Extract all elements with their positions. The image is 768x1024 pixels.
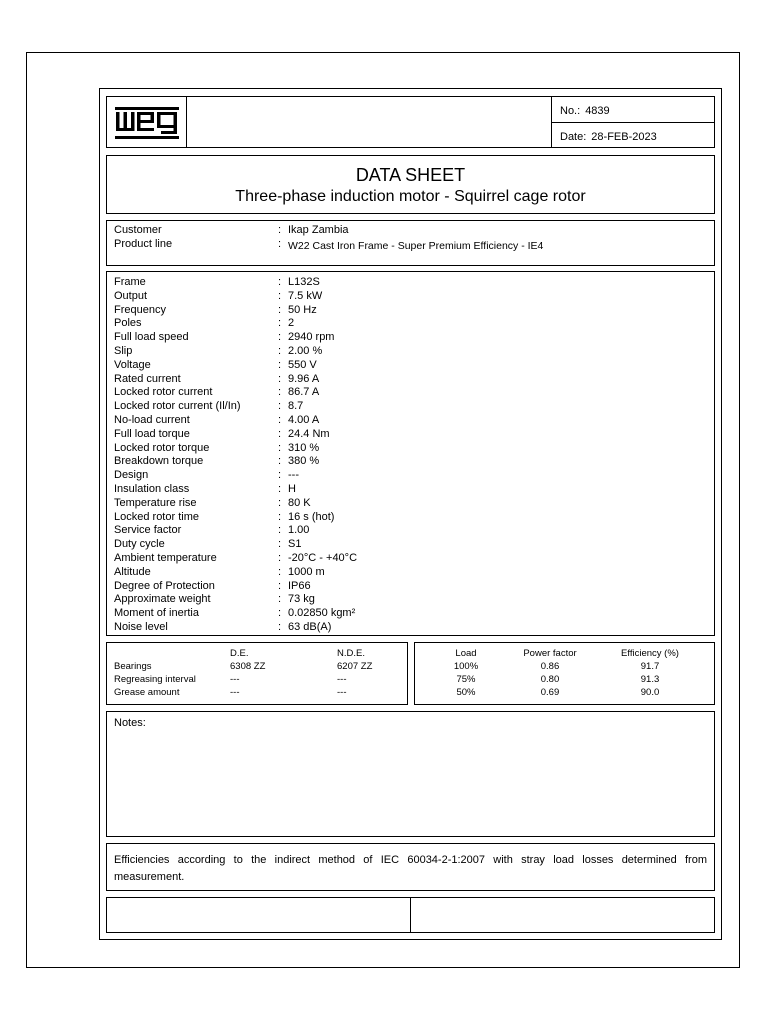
spec-value: 16 s (hot) — [288, 510, 335, 523]
spec-label: Approximate weight — [114, 593, 211, 606]
product-line-value: W22 Cast Iron Frame - Super Premium Efficiency - IE4 — [288, 240, 544, 252]
spec-row — [107, 289, 714, 303]
spec-label: Locked rotor current — [114, 386, 213, 399]
notes-label: Notes: — [114, 717, 146, 729]
spec-row — [107, 510, 714, 524]
spec-value: 310 % — [288, 441, 320, 454]
spec-label: Output — [114, 289, 148, 302]
info-divider — [552, 122, 714, 123]
page-subtitle: Three-phase induction motor - Squirrel cage rotor — [235, 188, 586, 205]
performance-cell: 50% — [456, 687, 476, 698]
separator: : — [278, 372, 282, 385]
spec-row — [107, 620, 714, 634]
performance-cell: 91.3 — [640, 674, 660, 685]
spec-row — [107, 468, 714, 482]
document-number-label: No.: — [560, 105, 581, 117]
separator: : — [278, 224, 282, 236]
performance-header: Efficiency (%) — [621, 648, 679, 659]
spec-value: 8.7 — [288, 400, 304, 413]
spec-value: 1.00 — [288, 524, 310, 537]
spec-value: IP66 — [288, 579, 311, 592]
spec-row — [107, 565, 714, 579]
separator: : — [278, 524, 282, 537]
bearings-header-de: D.E. — [230, 648, 249, 659]
notes-section — [106, 711, 715, 837]
bearings-row-de: 6308 ZZ — [230, 661, 266, 672]
separator: : — [278, 579, 282, 592]
spec-label: Frame — [114, 276, 146, 288]
spec-label: Degree of Protection — [114, 579, 215, 592]
spec-label: Ambient temperature — [114, 552, 217, 564]
performance-header: Power factor — [523, 648, 577, 659]
document-number-value: 4839 — [585, 105, 610, 117]
spec-row — [107, 551, 714, 565]
separator: : — [278, 469, 282, 482]
spec-row — [107, 454, 714, 468]
document-date-value: 28-FEB-2023 — [591, 131, 657, 143]
performance-cell: 75% — [456, 674, 476, 685]
spec-value: 50 Hz — [288, 303, 317, 316]
efficiency-note-section — [106, 843, 715, 891]
separator: : — [278, 400, 282, 413]
spec-row — [107, 344, 714, 358]
spec-label: Locked rotor torque — [114, 441, 210, 454]
spec-label: Service factor — [114, 524, 182, 537]
spec-value: 24.4 Nm — [288, 427, 330, 440]
performance-cell: 90.0 — [640, 687, 660, 698]
spec-label: Full load torque — [114, 427, 190, 440]
specifications-section — [106, 271, 715, 636]
separator: : — [278, 496, 282, 509]
separator: : — [278, 441, 282, 454]
product-line-label: Product line — [114, 238, 173, 250]
page-title: DATA SHEET — [355, 165, 466, 185]
grease-amount-label: Grease amount — [114, 687, 180, 698]
spec-row — [107, 303, 714, 317]
document-number — [560, 105, 610, 117]
separator: : — [278, 607, 282, 620]
spec-value: 550 V — [288, 358, 317, 371]
regreasing-label: Regreasing interval — [114, 674, 196, 685]
separator: : — [278, 358, 282, 371]
signature-section — [106, 897, 715, 933]
separator: : — [278, 345, 282, 357]
separator: : — [278, 414, 282, 426]
product-line-row — [107, 237, 714, 251]
regreasing-nde: --- — [337, 674, 347, 685]
separator: : — [278, 289, 282, 302]
title-section — [106, 155, 715, 214]
spec-value: 9.96 A — [288, 372, 320, 385]
spec-value: --- — [288, 469, 299, 482]
spec-label: Breakdown torque — [114, 455, 204, 468]
spec-row — [107, 413, 714, 427]
spec-value: 2.00 % — [288, 345, 323, 357]
document-date — [560, 131, 657, 143]
spec-label: Frequency — [114, 303, 166, 316]
spec-label: Insulation class — [114, 483, 190, 495]
efficiency-note: Efficiencies according to the indirect method of IEC 60034-2-1:2007 with stray load losses determined from measurement. — [114, 854, 707, 883]
spec-row — [107, 537, 714, 551]
performance-cell: 91.7 — [640, 661, 660, 672]
spec-row — [107, 427, 714, 441]
customer-label: Customer — [114, 224, 162, 236]
spec-value: H — [288, 483, 296, 495]
spec-value: 4.00 A — [288, 414, 320, 426]
spec-label: No-load current — [114, 414, 190, 426]
spec-label: Design — [114, 469, 149, 482]
header-section — [106, 96, 715, 148]
grease-amount-de: --- — [230, 687, 240, 698]
spec-value: 80 K — [288, 496, 311, 509]
spec-row — [107, 523, 714, 537]
separator: : — [278, 427, 282, 440]
separator: : — [278, 331, 282, 344]
spec-row — [107, 606, 714, 620]
spec-value: 86.7 A — [288, 386, 320, 399]
spec-row — [107, 358, 714, 372]
separator: : — [278, 510, 282, 523]
spec-row — [107, 316, 714, 330]
customer-value: Ikap Zambia — [288, 224, 349, 236]
spec-row — [107, 441, 714, 455]
spec-value: 380 % — [288, 455, 320, 468]
bearings-row-label: Bearings — [114, 661, 152, 672]
spec-row — [107, 330, 714, 344]
spec-value: S1 — [288, 538, 302, 551]
separator: : — [278, 565, 282, 578]
spec-row — [107, 399, 714, 413]
spec-label: Altitude — [114, 565, 151, 578]
spec-row — [107, 496, 714, 510]
spec-label: Rated current — [114, 372, 181, 385]
separator: : — [278, 552, 282, 564]
grease-amount-nde: --- — [337, 687, 347, 698]
bearings-row-nde: 6207 ZZ — [337, 661, 373, 672]
separator: : — [278, 303, 282, 316]
separator: : — [278, 455, 282, 468]
document-info — [551, 97, 714, 147]
spec-row — [107, 579, 714, 593]
spec-label: Locked rotor time — [114, 510, 199, 523]
spec-value: 7.5 kW — [288, 289, 323, 302]
spec-label: Locked rotor current (Il/In) — [114, 400, 241, 413]
spec-label: Noise level — [114, 621, 168, 633]
spec-row — [107, 372, 714, 386]
bearings-header-nde: N.D.E. — [337, 648, 365, 659]
spec-label: Voltage — [114, 358, 151, 371]
separator: : — [278, 386, 282, 399]
separator: : — [278, 593, 282, 606]
spec-row — [107, 275, 714, 289]
spec-row — [107, 482, 714, 496]
separator: : — [278, 621, 282, 633]
spec-value: 0.02850 kgm² — [288, 607, 356, 620]
spec-label: Moment of inertia — [114, 607, 199, 620]
spec-label: Poles — [114, 317, 142, 330]
customer-section — [106, 220, 715, 266]
spec-value: 73 kg — [288, 593, 315, 606]
separator: : — [278, 538, 282, 551]
spec-value: 63 dB(A) — [288, 621, 332, 633]
spec-value: 2940 rpm — [288, 331, 335, 344]
spec-label: Full load speed — [114, 331, 189, 344]
separator: : — [278, 483, 282, 495]
customer-row — [107, 223, 714, 237]
performance-cell: 100% — [453, 661, 479, 672]
spec-value: 2 — [288, 317, 295, 330]
spec-label: Temperature rise — [114, 496, 197, 509]
spec-label: Duty cycle — [114, 538, 165, 551]
bearings-table — [106, 642, 408, 705]
spec-row — [107, 385, 714, 399]
performance-cell: 0.69 — [540, 687, 560, 698]
document-date-label: Date: — [560, 131, 587, 143]
weg-logo-icon — [115, 107, 179, 139]
signature-divider — [410, 898, 411, 932]
spec-label: Slip — [114, 345, 133, 357]
performance-cell: 0.86 — [540, 661, 560, 672]
spec-value: -20°C - +40°C — [288, 552, 358, 564]
logo-cell — [107, 97, 187, 147]
separator: : — [278, 276, 282, 288]
spec-value: L132S — [288, 276, 320, 288]
performance-cell: 0.80 — [540, 674, 560, 685]
separator: : — [278, 317, 282, 330]
regreasing-de: --- — [230, 674, 240, 685]
spec-row — [107, 592, 714, 606]
performance-header: Load — [455, 648, 477, 659]
separator: : — [278, 238, 282, 250]
spec-value: 1000 m — [288, 565, 325, 578]
performance-table — [414, 642, 715, 705]
